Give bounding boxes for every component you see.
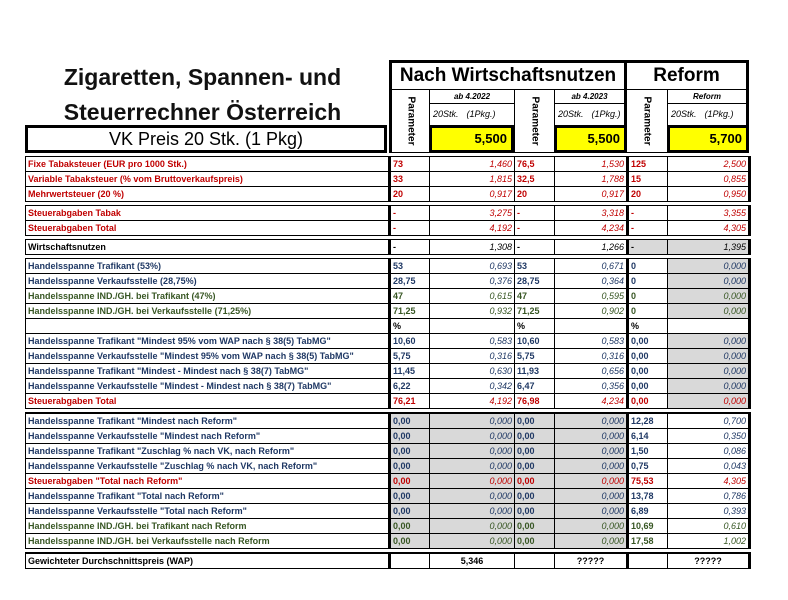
param-2023: % (515, 319, 555, 334)
value-2022: 0,583 (430, 334, 515, 349)
value-2023: 4,234 (555, 221, 628, 236)
param-reform: 15 (628, 172, 668, 187)
value-2023: 0,000 (555, 429, 628, 444)
value-2023: 0,917 (555, 187, 628, 202)
param-2022: 0,00 (390, 474, 430, 489)
value-2023: 0,000 (555, 504, 628, 519)
param-2022 (390, 553, 430, 569)
row-label: Steuerabgaben "Total nach Reform" (26, 474, 390, 489)
value-2022: 0,000 (430, 413, 515, 429)
param-2023: 5,75 (515, 349, 555, 364)
title-line-1: Zigaretten, Spannen- und (63, 64, 342, 90)
value-2022: 1,815 (430, 172, 515, 187)
value-reform: 0,000 (668, 394, 750, 409)
price-reform[interactable]: 5,700 (667, 125, 749, 153)
table-row (26, 274, 750, 289)
param-2023: 76,5 (515, 157, 555, 172)
value-2023: 1,530 (555, 157, 628, 172)
param-reform: 0,00 (628, 394, 668, 409)
param-2022: 10,60 (390, 334, 430, 349)
value-2022: 0,615 (430, 289, 515, 304)
row-label: Handelsspanne IND./GH. bei Trafikant nach Reform (26, 519, 390, 534)
value-reform: ????? (668, 553, 750, 569)
value-2023: ????? (555, 553, 628, 569)
value-2023: 0,000 (555, 519, 628, 534)
value-2022: 0,932 (430, 304, 515, 319)
param-2022: 73 (390, 157, 430, 172)
value-2022: 0,316 (430, 349, 515, 364)
param-reform: 12,28 (628, 413, 668, 429)
value-reform: 0,393 (668, 504, 750, 519)
table-row (26, 553, 750, 569)
param-2023: 0,00 (515, 474, 555, 489)
value-reform: 0,000 (668, 349, 750, 364)
value-2023: 0,000 (555, 413, 628, 429)
param-reform: 6,14 (628, 429, 668, 444)
param-reform: 0,00 (628, 364, 668, 379)
param-2023: 76,98 (515, 394, 555, 409)
table-row (26, 319, 750, 334)
row-label: Handelsspanne IND./GH. bei Trafikant (47%) (26, 289, 390, 304)
row-label: Fixe Tabaksteuer (EUR pro 1000 Stk.) (26, 157, 390, 172)
value-2022: 0,000 (430, 504, 515, 519)
value-2023: 1,788 (555, 172, 628, 187)
value-2022: 0,000 (430, 474, 515, 489)
param-2023: 0,00 (515, 444, 555, 459)
param-reform: 6,89 (628, 504, 668, 519)
price-2023[interactable]: 5,500 (554, 125, 627, 153)
row-label: Handelsspanne Trafikant "Total nach Reform" (26, 489, 390, 504)
param-2023: 0,00 (515, 413, 555, 429)
value-reform: 0,086 (668, 444, 750, 459)
table-row (26, 172, 750, 187)
row-label (26, 319, 390, 334)
value-2023: 0,000 (555, 534, 628, 549)
value-reform: 3,355 (668, 206, 750, 221)
param-reform: 0,00 (628, 349, 668, 364)
table-row (26, 379, 750, 394)
param-reform (628, 553, 668, 569)
param-reform: 0,75 (628, 459, 668, 474)
param-2023: 0,00 (515, 429, 555, 444)
value-2023: 0,000 (555, 444, 628, 459)
table-row (26, 304, 750, 319)
param-2023: 0,00 (515, 489, 555, 504)
table-row (26, 534, 750, 549)
param-2023: 71,25 (515, 304, 555, 319)
param-2022: 0,00 (390, 444, 430, 459)
value-2022: 0,376 (430, 274, 515, 289)
table-row (26, 187, 750, 202)
table-row (26, 504, 750, 519)
value-2023: 0,671 (555, 259, 628, 274)
param-2023: 11,93 (515, 364, 555, 379)
table-row (26, 157, 750, 172)
table-row (26, 444, 750, 459)
param-reform: - (628, 221, 668, 236)
param-2022: - (390, 221, 430, 236)
table-row (26, 221, 750, 236)
unit-2023: 20Stk. (1Pkg.) (554, 104, 627, 125)
value-2023: 0,364 (555, 274, 628, 289)
row-label: Handelsspanne Verkaufsstelle "Mindest - Mindest nach § 38(7) TabMG" (26, 379, 390, 394)
param-2023: 0,00 (515, 519, 555, 534)
row-label: Steuerabgaben Tabak (26, 206, 390, 221)
row-label: Handelsspanne IND./GH. bei Verkaufsstelle (71,25%) (26, 304, 390, 319)
param-2023: 6,47 (515, 379, 555, 394)
row-label: Handelsspanne Trafikant "Mindest 95% vom WAP nach § 38(5) TabMG" (26, 334, 390, 349)
row-label: Mehrwertsteuer (20 %) (26, 187, 390, 202)
value-2022: 4,192 (430, 221, 515, 236)
param-reform: 10,69 (628, 519, 668, 534)
row-label: Handelsspanne Verkaufsstelle "Total nach Reform" (26, 504, 390, 519)
value-reform: 4,305 (668, 221, 750, 236)
value-2022: 5,346 (430, 553, 515, 569)
param-2022: 5,75 (390, 349, 430, 364)
price-2022[interactable]: 5,500 (429, 125, 514, 153)
value-reform: 1,395 (668, 240, 750, 255)
param-2022: 0,00 (390, 429, 430, 444)
value-2023: 4,234 (555, 394, 628, 409)
param-reform: 0 (628, 274, 668, 289)
param-2022: 6,22 (390, 379, 430, 394)
value-2023: 0,656 (555, 364, 628, 379)
param-2022: - (390, 240, 430, 255)
value-2022: 1,460 (430, 157, 515, 172)
param-reform: 20 (628, 187, 668, 202)
value-2022: 0,000 (430, 519, 515, 534)
param-reform: - (628, 240, 668, 255)
row-label: Handelsspanne Verkaufsstelle "Mindest nach Reform" (26, 429, 390, 444)
table-row (26, 459, 750, 474)
table-row (26, 429, 750, 444)
table-row (26, 259, 750, 274)
value-2022: 3,275 (430, 206, 515, 221)
param-2023: 32,5 (515, 172, 555, 187)
value-2022: 0,000 (430, 429, 515, 444)
param-2022: 0,00 (390, 534, 430, 549)
value-2022: 0,342 (430, 379, 515, 394)
value-2022: 0,917 (430, 187, 515, 202)
value-2022: 0,000 (430, 489, 515, 504)
param-reform: 1,50 (628, 444, 668, 459)
param-2022: 0,00 (390, 504, 430, 519)
value-2022: 0,630 (430, 364, 515, 379)
param-2023: 10,60 (515, 334, 555, 349)
param-2022: % (390, 319, 430, 334)
param-2022: 11,45 (390, 364, 430, 379)
value-2023: 0,583 (555, 334, 628, 349)
param-reform: 125 (628, 157, 668, 172)
value-reform: 4,305 (668, 474, 750, 489)
header-wirtschaftsnutzen: Nach Wirtschaftsnutzen (389, 60, 627, 90)
table-row (26, 334, 750, 349)
row-label: Wirtschaftsnutzen (26, 240, 390, 255)
value-2023: 0,316 (555, 349, 628, 364)
value-2022 (430, 319, 515, 334)
table-row (26, 519, 750, 534)
param-2022: 71,25 (390, 304, 430, 319)
sub-header-2023: ab 4.2023 (554, 90, 627, 104)
table-row (26, 413, 750, 429)
unit-2022: 20Stk. (1Pkg.) (429, 104, 514, 125)
title-line-2: Steuerrechner Österreich (63, 99, 342, 125)
param-2022: 0,00 (390, 459, 430, 474)
row-label: Handelsspanne Trafikant "Mindest - Mindest nach § 38(7) TabMG" (26, 364, 390, 379)
param-2023: 47 (515, 289, 555, 304)
table-row (26, 489, 750, 504)
table-row (26, 349, 750, 364)
value-2022: 0,693 (430, 259, 515, 274)
param-reform: 17,58 (628, 534, 668, 549)
value-2023: 0,356 (555, 379, 628, 394)
value-reform: 0,786 (668, 489, 750, 504)
calculation-table (25, 156, 751, 569)
value-2023: 0,000 (555, 459, 628, 474)
param-2023: 53 (515, 259, 555, 274)
param-reform: 13,78 (628, 489, 668, 504)
param-reform: - (628, 206, 668, 221)
sub-header-2022: ab 4.2022 (429, 90, 514, 104)
value-reform: 0,000 (668, 289, 750, 304)
value-reform: 0,000 (668, 379, 750, 394)
row-label: Variable Tabaksteuer (% vom Bruttoverkaufspreis) (26, 172, 390, 187)
value-2023 (555, 319, 628, 334)
value-reform: 1,002 (668, 534, 750, 549)
param-2023: - (515, 206, 555, 221)
value-2022: 1,308 (430, 240, 515, 255)
param-2022: 0,00 (390, 413, 430, 429)
param-2022: 53 (390, 259, 430, 274)
param-reform: 0,00 (628, 379, 668, 394)
table-row (26, 289, 750, 304)
header-reform: Reform (627, 60, 749, 90)
param-2022: 76,21 (390, 394, 430, 409)
value-reform: 0,000 (668, 334, 750, 349)
unit-reform: 20Stk. (1Pkg.) (667, 104, 749, 125)
value-2022: 0,000 (430, 444, 515, 459)
row-label: Handelsspanne Trafikant "Mindest nach Reform" (26, 413, 390, 429)
value-reform: 0,000 (668, 304, 750, 319)
value-2023: 0,902 (555, 304, 628, 319)
value-reform: 0,950 (668, 187, 750, 202)
value-2023: 0,000 (555, 474, 628, 489)
row-label: Handelsspanne Verkaufsstelle "Zuschlag % nach VK, nach Reform" (26, 459, 390, 474)
value-reform: 2,500 (668, 157, 750, 172)
param-reform: 0 (628, 259, 668, 274)
table-row (26, 364, 750, 379)
param-reform: 0,00 (628, 334, 668, 349)
row-label: Handelsspanne Verkaufsstelle "Mindest 95% vom WAP nach § 38(5) TabMG" (26, 349, 390, 364)
param-2022: 28,75 (390, 274, 430, 289)
value-reform: 0,350 (668, 429, 750, 444)
param-2022: - (390, 206, 430, 221)
param-2022: 20 (390, 187, 430, 202)
row-label: Handelsspanne Verkaufsstelle (28,75%) (26, 274, 390, 289)
table-row (26, 394, 750, 409)
value-reform (668, 319, 750, 334)
param-2022: 0,00 (390, 519, 430, 534)
value-reform: 0,000 (668, 259, 750, 274)
value-reform: 0,000 (668, 274, 750, 289)
param-2022: 33 (390, 172, 430, 187)
value-2022: 0,000 (430, 459, 515, 474)
param-reform: 0 (628, 289, 668, 304)
param-2023: 20 (515, 187, 555, 202)
value-reform: 0,610 (668, 519, 750, 534)
param-header-2023: Parameter (514, 90, 554, 153)
row-label: Steuerabgaben Total (26, 394, 390, 409)
vk-price-label: VK Preis 20 Stk. (1 Pkg) (25, 125, 387, 153)
param-reform: 0 (628, 304, 668, 319)
param-2022: 47 (390, 289, 430, 304)
row-label: Steuerabgaben Total (26, 221, 390, 236)
param-2023 (515, 553, 555, 569)
param-2023: 0,00 (515, 459, 555, 474)
row-label: Handelsspanne Trafikant (53%) (26, 259, 390, 274)
value-reform: 0,043 (668, 459, 750, 474)
value-reform: 0,855 (668, 172, 750, 187)
value-reform: 0,000 (668, 364, 750, 379)
table-row (26, 474, 750, 489)
sub-header-reform: Reform (667, 90, 749, 104)
value-2023: 3,318 (555, 206, 628, 221)
value-2022: 4,192 (430, 394, 515, 409)
row-label: Handelsspanne Trafikant "Zuschlag % nach VK, nach Reform" (26, 444, 390, 459)
param-header-reform: Parameter (627, 90, 667, 153)
row-label: Handelsspanne IND./GH. bei Verkaufsstelle nach Reform (26, 534, 390, 549)
param-2023: 0,00 (515, 534, 555, 549)
param-header-2022: Parameter (389, 90, 429, 153)
table-row (26, 206, 750, 221)
param-2023: - (515, 240, 555, 255)
value-2023: 0,000 (555, 489, 628, 504)
param-2023: 28,75 (515, 274, 555, 289)
value-2022: 0,000 (430, 534, 515, 549)
param-2023: 0,00 (515, 504, 555, 519)
table-row (26, 240, 750, 255)
param-2023: - (515, 221, 555, 236)
value-2023: 1,266 (555, 240, 628, 255)
value-reform: 0,700 (668, 413, 750, 429)
param-2022: 0,00 (390, 489, 430, 504)
value-2023: 0,595 (555, 289, 628, 304)
row-label: Gewichteter Durchschnittspreis (WAP) (26, 553, 390, 569)
param-reform: 75,53 (628, 474, 668, 489)
param-reform: % (628, 319, 668, 334)
